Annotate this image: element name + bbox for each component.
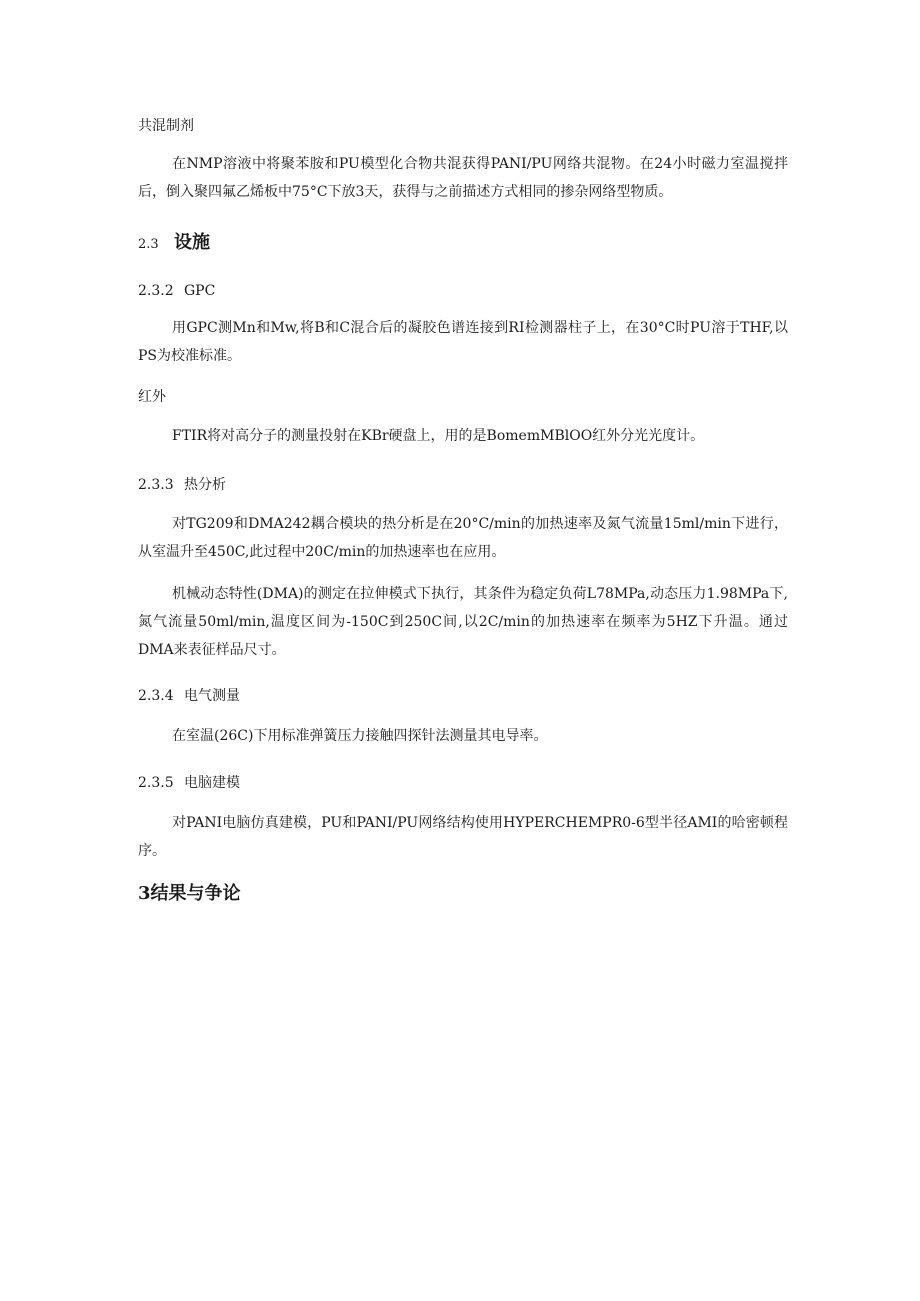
subsection-number: 2.3.4 — [138, 688, 174, 704]
section-heading-2-3 — [138, 231, 788, 257]
subheading-infrared: 红外 — [138, 389, 166, 405]
paragraph-modeling: 对PANI电脑仿真建模，PU和PANI/PU网络结构使用HYPERCHEMPR0-6型半径AMI的哈密顿程序。 — [138, 815, 788, 859]
subheading-2-3-2 — [138, 281, 788, 301]
section-number: 2.3 — [138, 237, 159, 252]
paragraph-blend-method: 在NMP溶液中将聚苯胺和PU模型化合物共混获得PANI/PU网络共混物。在24小时磁力室温搅拌后，倒入聚四氟乙烯板中75°C下放3天，获得与之前描述方式相同的掺杂网络型物质。 — [138, 156, 788, 200]
paragraph-gpc: 用GPC测Mn和Mw,将B和C混合后的凝胶色谱连接到RI检测器柱子上，在30°C时PU溶于THF,以PS为校准标准。 — [138, 320, 788, 364]
subsection-title: GPC — [184, 283, 216, 299]
subsection-number: 2.3.3 — [138, 477, 174, 493]
subsection-title: 热分析 — [184, 477, 226, 493]
subheading-blend-preparation: 共混制剂 — [138, 118, 194, 134]
subheading-2-3-4 — [138, 686, 788, 706]
subsection-number: 2.3.5 — [138, 775, 174, 791]
section-title: 设施 — [174, 232, 210, 253]
paragraph-ftir: FTIR将对高分子的测量投射在KBr硬盘上，用的是BomemMBlOO红外分光光度计。 — [172, 428, 705, 444]
subheading-2-3-3 — [138, 475, 788, 495]
paragraph-dma: 机械动态特性(DMA)的测定在拉伸模式下执行，其条件为稳定负荷L78MPa,动态压力1.98MPa下,氮气流量50ml∕min,温度区间为-150C到250C间,以2C∕min的加热速率在频率为5HZ下升温。通过DMA来表征样品尺寸。 — [138, 586, 788, 658]
subheading-2-3-5 — [138, 773, 788, 793]
section-heading-3: 3结果与争论 — [138, 883, 241, 904]
paragraph-electrical: 在室温(26C)下用标准弹簧压力接触四探针法测量其电导率。 — [172, 728, 548, 744]
subsection-number: 2.3.2 — [138, 283, 174, 299]
paragraph-thermal-analysis: 对TG209和DMA242耦合模块的热分析是在20°C∕min的加热速率及氮气流量15ml∕min下进行，从室温升至450C,此过程中20C∕min的加热速率也在应用。 — [138, 516, 788, 560]
subsection-title: 电气测量 — [184, 688, 240, 704]
subsection-title: 电脑建模 — [184, 775, 240, 791]
